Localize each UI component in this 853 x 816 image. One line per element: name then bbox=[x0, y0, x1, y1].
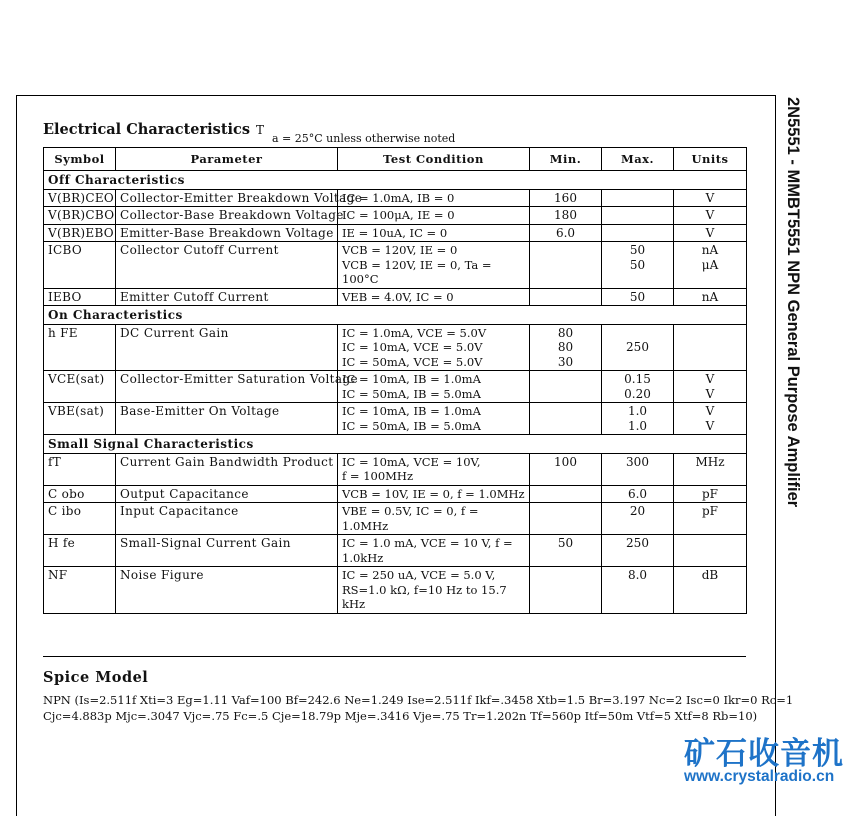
cell-symbol: H fe bbox=[44, 535, 116, 567]
cell-max bbox=[602, 242, 674, 289]
cell-test-condition-line: IC = 50mA, IB = 5.0mA bbox=[342, 386, 481, 401]
cell-symbol: C obo bbox=[44, 485, 116, 503]
cell-units bbox=[674, 503, 747, 535]
cell-units-line: V bbox=[705, 225, 715, 240]
cell-parameter: Collector Cutoff Current bbox=[116, 242, 338, 289]
cell-min-line bbox=[534, 404, 597, 419]
table-row bbox=[44, 453, 747, 485]
section-row bbox=[44, 435, 747, 454]
table-header-row bbox=[44, 148, 747, 171]
cell-min-line: 6.0 bbox=[555, 225, 576, 240]
cell-max-line bbox=[606, 326, 669, 341]
table-row bbox=[44, 207, 747, 225]
cell-test-condition-line: VBE = 0.5V, IC = 0, f = 1.0MHz bbox=[342, 504, 479, 533]
cell-test-condition-line: IC = 1.0 mA, VCE = 10 V, f = 1.0kHz bbox=[342, 536, 513, 565]
cell-test-condition bbox=[338, 403, 530, 435]
cell-units bbox=[674, 189, 747, 207]
cell-test-condition-line: IC = 100μA, IE = 0 bbox=[342, 208, 455, 222]
cell-min-line bbox=[534, 419, 597, 434]
cell-max-line: 20 bbox=[629, 504, 646, 518]
cell-min-line: 160 bbox=[554, 190, 577, 205]
cell-max-line bbox=[606, 355, 669, 370]
cell-test-condition bbox=[338, 453, 530, 485]
cell-units-line: V bbox=[705, 208, 715, 222]
table-row bbox=[44, 403, 747, 435]
cell-units bbox=[674, 567, 747, 614]
cell-test-condition-line: IC = 50mA, VCE = 5.0V bbox=[342, 354, 483, 369]
cell-symbol: V(BR)EBO bbox=[44, 224, 116, 242]
cell-parameter: Current Gain Bandwidth Product bbox=[116, 453, 338, 485]
cell-min-line bbox=[534, 469, 597, 484]
column-header-symbol: Symbol bbox=[44, 148, 116, 171]
cell-units-line bbox=[678, 469, 742, 484]
section-row bbox=[44, 171, 747, 190]
cell-min bbox=[530, 324, 602, 371]
cell-symbol: V(BR)CBO bbox=[44, 207, 116, 225]
cell-max bbox=[602, 485, 674, 503]
divider bbox=[43, 656, 746, 657]
cell-max bbox=[602, 503, 674, 535]
section-title: Off Characteristics bbox=[44, 171, 747, 190]
cell-max-line bbox=[606, 583, 669, 598]
cell-min-line bbox=[534, 504, 597, 519]
cell-max-line: 50 bbox=[629, 257, 646, 272]
temp-symbol: T bbox=[256, 123, 265, 137]
cell-units-line: V bbox=[705, 404, 715, 418]
table-row bbox=[44, 567, 747, 614]
cell-min-line bbox=[534, 583, 597, 598]
cell-parameter: Collector-Emitter Saturation Voltage bbox=[116, 371, 338, 403]
cell-max-line bbox=[606, 191, 669, 206]
cell-units-line: μA bbox=[701, 257, 719, 272]
section-title: Small Signal Characteristics bbox=[44, 435, 747, 454]
cell-max-line: 8.0 bbox=[627, 568, 648, 582]
cell-min bbox=[530, 242, 602, 289]
cell-units bbox=[674, 535, 747, 567]
cell-test-condition bbox=[338, 567, 530, 614]
cell-test-condition-line: VCB = 120V, IE = 0, Ta = 100°C bbox=[342, 257, 492, 286]
column-header-max: Max. bbox=[602, 148, 674, 171]
cell-units-line: V bbox=[705, 190, 715, 205]
cell-parameter: DC Current Gain bbox=[116, 324, 338, 371]
cell-units-line: V bbox=[705, 386, 715, 401]
cell-max-line: 1.0 bbox=[627, 418, 648, 433]
table-row bbox=[44, 503, 747, 535]
section-row bbox=[44, 306, 747, 325]
cell-units-line bbox=[678, 583, 742, 598]
device-title-vertical bbox=[780, 97, 800, 557]
table-row bbox=[44, 485, 747, 503]
cell-max-line: 300 bbox=[626, 454, 649, 469]
cell-max bbox=[602, 288, 674, 306]
cell-max bbox=[602, 403, 674, 435]
cell-min-line: 180 bbox=[554, 208, 577, 222]
cell-max-line: 1.0 bbox=[627, 404, 648, 418]
cell-units-line: V bbox=[705, 418, 715, 433]
cell-min bbox=[530, 189, 602, 207]
cell-parameter: Small-Signal Current Gain bbox=[116, 535, 338, 567]
cell-units-line bbox=[678, 536, 742, 551]
cell-max-line bbox=[606, 469, 669, 484]
cell-min bbox=[530, 485, 602, 503]
cell-parameter: Input Capacitance bbox=[116, 503, 338, 535]
cell-test-condition-line: VCB = 10V, IE = 0, f = 1.0MHz bbox=[342, 486, 525, 501]
cell-test-condition-line: IC = 10mA, IB = 1.0mA bbox=[342, 404, 481, 418]
cell-units-line: pF bbox=[701, 486, 718, 501]
cell-units bbox=[674, 371, 747, 403]
cell-min bbox=[530, 535, 602, 567]
cell-symbol: NF bbox=[44, 567, 116, 614]
cell-test-condition bbox=[338, 189, 530, 207]
cell-test-condition-line: VEB = 4.0V, IC = 0 bbox=[342, 289, 454, 304]
spice-model-text bbox=[43, 692, 803, 724]
cell-max bbox=[602, 207, 674, 225]
cell-symbol: VBE(sat) bbox=[44, 403, 116, 435]
column-header-parameter: Parameter bbox=[116, 148, 338, 171]
temperature-note: a = 25°C unless otherwise noted bbox=[272, 132, 456, 145]
cell-test-condition-line: IC = 10mA, VCE = 5.0V bbox=[342, 340, 483, 354]
cell-max bbox=[602, 324, 674, 371]
cell-max-line: 50 bbox=[629, 289, 646, 304]
cell-min-line: 80 bbox=[557, 340, 574, 354]
cell-test-condition bbox=[338, 535, 530, 567]
cell-test-condition-line: IC = 50mA, IB = 5.0mA bbox=[342, 418, 481, 433]
cell-min-line bbox=[534, 258, 597, 273]
cell-units bbox=[674, 207, 747, 225]
cell-test-condition-line: IC = 1.0mA, IB = 0 bbox=[342, 190, 455, 205]
table-row bbox=[44, 324, 747, 371]
cell-test-condition-line: IC = 10mA, IB = 1.0mA bbox=[342, 372, 481, 386]
cell-units bbox=[674, 242, 747, 289]
table-row bbox=[44, 288, 747, 306]
cell-max-line: 250 bbox=[626, 536, 649, 550]
device-title-text: 2N5551 - MMBT5551 NPN General Purpose Amplifier bbox=[784, 97, 802, 508]
spice-model-title: Spice Model bbox=[43, 669, 149, 686]
cell-max-line: 0.15 bbox=[624, 372, 651, 386]
cell-min-line bbox=[534, 387, 597, 402]
cell-symbol: IEBO bbox=[44, 288, 116, 306]
cell-min-line bbox=[534, 568, 597, 583]
cell-min-line: 80 bbox=[557, 325, 574, 340]
cell-max bbox=[602, 453, 674, 485]
cell-parameter: Collector-Emitter Breakdown Voltage bbox=[116, 189, 338, 207]
electrical-title-text: Electrical Characteristics bbox=[43, 121, 251, 138]
cell-max bbox=[602, 371, 674, 403]
cell-test-condition-line: IE = 10uA, IC = 0 bbox=[342, 225, 448, 240]
cell-max bbox=[602, 224, 674, 242]
cell-test-condition bbox=[338, 242, 530, 289]
cell-test-condition-line: IC = 1.0mA, VCE = 5.0V bbox=[342, 325, 487, 340]
cell-symbol: ICBO bbox=[44, 242, 116, 289]
cell-parameter: Collector-Base Breakdown Voltage bbox=[116, 207, 338, 225]
electrical-characteristics-table bbox=[43, 147, 747, 614]
cell-min bbox=[530, 288, 602, 306]
cell-min-line: 100 bbox=[554, 454, 577, 469]
column-header-test-condition: Test Condition bbox=[338, 148, 530, 171]
cell-units-line: MHz bbox=[695, 454, 725, 469]
cell-parameter: Noise Figure bbox=[116, 567, 338, 614]
cell-min bbox=[530, 224, 602, 242]
watermark-logo-chinese: 矿石收音机 bbox=[684, 736, 844, 772]
cell-symbol: C ibo bbox=[44, 503, 116, 535]
cell-min bbox=[530, 503, 602, 535]
cell-symbol: h FE bbox=[44, 324, 116, 371]
table-row bbox=[44, 224, 747, 242]
spice-line-1: NPN (Is=2.511f Xti=3 Eg=1.11 Vaf=100 Bf=242.6 Ne=1.249 Ise=2.511f Ikf=.3458 Xtb=1.5 Br=3.197 Nc=2 Isc=0 Ikr=0 Rc=1 bbox=[43, 693, 794, 707]
cell-units bbox=[674, 324, 747, 371]
column-header-units: Units bbox=[674, 148, 747, 171]
cell-test-condition-line: f = 100MHz bbox=[342, 469, 414, 483]
cell-units-line: dB bbox=[701, 568, 719, 582]
cell-min bbox=[530, 403, 602, 435]
column-header-min: Min. bbox=[530, 148, 602, 171]
spice-line-2: Cjc=4.883p Mjc=.3047 Vjc=.75 Fc=.5 Cje=18.79p Mje=.3416 Vje=.75 Tr=1.202n Tf=560p Itf=50m Vtf=5 Xtf=8 Rb=10) bbox=[43, 709, 758, 723]
cell-units bbox=[674, 403, 747, 435]
cell-units bbox=[674, 224, 747, 242]
section-title-electrical bbox=[43, 121, 264, 138]
cell-units bbox=[674, 288, 747, 306]
cell-units bbox=[674, 453, 747, 485]
cell-test-condition bbox=[338, 371, 530, 403]
cell-test-condition bbox=[338, 503, 530, 535]
cell-min bbox=[530, 371, 602, 403]
cell-units-line: pF bbox=[701, 504, 718, 518]
cell-units-line bbox=[678, 340, 742, 355]
cell-test-condition bbox=[338, 288, 530, 306]
cell-test-condition bbox=[338, 485, 530, 503]
cell-min-line bbox=[534, 243, 597, 258]
cell-units-line bbox=[678, 355, 742, 370]
cell-parameter: Output Capacitance bbox=[116, 485, 338, 503]
cell-max-line bbox=[606, 208, 669, 223]
cell-parameter: Emitter-Base Breakdown Voltage bbox=[116, 224, 338, 242]
cell-max-line: 50 bbox=[629, 243, 646, 257]
table-row bbox=[44, 371, 747, 403]
cell-units-line: nA bbox=[701, 243, 719, 257]
cell-symbol: fT bbox=[44, 453, 116, 485]
cell-symbol: VCE(sat) bbox=[44, 371, 116, 403]
watermark-url: www.crystalradio.cn bbox=[684, 768, 835, 785]
cell-max bbox=[602, 535, 674, 567]
cell-test-condition-line: RS=1.0 kΩ, f=10 Hz to 15.7 kHz bbox=[342, 582, 507, 611]
table-row bbox=[44, 535, 747, 567]
cell-max-line: 0.20 bbox=[624, 386, 651, 401]
section-title: On Characteristics bbox=[44, 306, 747, 325]
cell-min bbox=[530, 567, 602, 614]
cell-max-line: 6.0 bbox=[627, 486, 648, 501]
cell-min-line bbox=[534, 290, 597, 305]
cell-units-line: V bbox=[705, 372, 715, 386]
cell-units bbox=[674, 485, 747, 503]
cell-test-condition-line: IC = 250 uA, VCE = 5.0 V, bbox=[342, 568, 496, 582]
cell-units-line: nA bbox=[701, 289, 719, 304]
table-row bbox=[44, 189, 747, 207]
cell-test-condition-line: IC = 10mA, VCE = 10V, bbox=[342, 454, 481, 469]
cell-min-line: 50 bbox=[557, 536, 574, 550]
cell-min bbox=[530, 207, 602, 225]
cell-test-condition bbox=[338, 207, 530, 225]
cell-max bbox=[602, 189, 674, 207]
cell-min-line: 30 bbox=[557, 354, 574, 369]
cell-test-condition bbox=[338, 324, 530, 371]
cell-min-line bbox=[534, 372, 597, 387]
cell-test-condition bbox=[338, 224, 530, 242]
cell-units-line bbox=[678, 326, 742, 341]
table-row bbox=[44, 242, 747, 289]
cell-max-line bbox=[606, 226, 669, 241]
cell-min-line bbox=[534, 487, 597, 502]
cell-symbol: V(BR)CEO bbox=[44, 189, 116, 207]
cell-max-line: 250 bbox=[626, 340, 649, 354]
cell-test-condition-line: VCB = 120V, IE = 0 bbox=[342, 243, 458, 257]
cell-parameter: Emitter Cutoff Current bbox=[116, 288, 338, 306]
cell-min bbox=[530, 453, 602, 485]
cell-max bbox=[602, 567, 674, 614]
cell-parameter: Base-Emitter On Voltage bbox=[116, 403, 338, 435]
